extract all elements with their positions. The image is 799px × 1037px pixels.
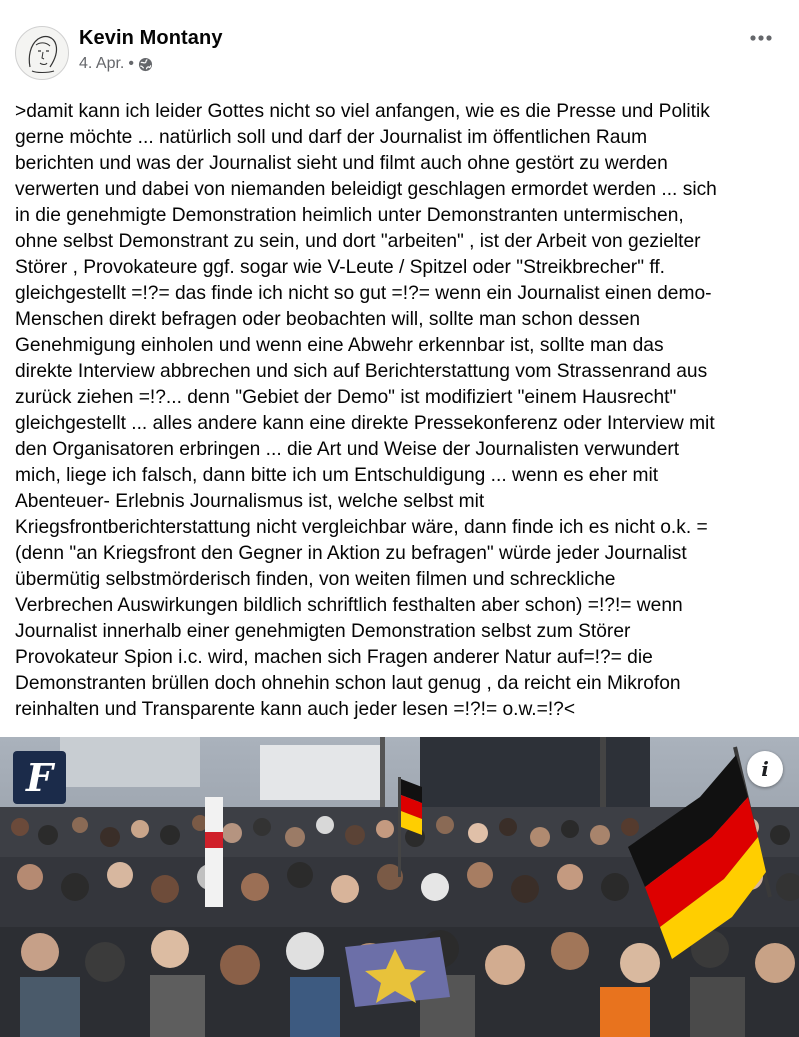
author-avatar[interactable] <box>15 26 69 80</box>
publisher-logo[interactable]: F <box>13 751 66 804</box>
crowd-photo <box>0 737 799 1037</box>
post-header <box>0 0 799 90</box>
avatar-sketch-icon <box>16 27 68 79</box>
meta-separator: • <box>128 55 134 72</box>
info-button[interactable]: i <box>747 751 783 787</box>
globe-icon <box>138 57 153 72</box>
post-meta <box>79 55 153 73</box>
more-options-icon <box>749 34 773 42</box>
author-name[interactable]: Kevin Montany <box>79 27 223 49</box>
link-preview-image[interactable] <box>0 737 799 1037</box>
post-date[interactable]: 4. Apr. <box>79 55 125 72</box>
more-options-button[interactable] <box>747 24 775 52</box>
post-text: >damit kann ich leider Gottes nicht so viel anfangen, wie es die Presse und Politik gerne möchte ... natürlich soll und darf der Journalist im öffentlichen Raum berichten und was der Journalist sieht und filmt auch ohne gestört zu werden verwerten und dabei von niemanden beleidigt geschlagen ermordet werden ... sich in die genehmigte Demonstration heimlich unter Demonstranten untermischen, ohne selbst Demonstrant zu sein, und dort "arbeiten" , ist der Arbeit von gezielter Störer , Provokateure ggf. sogar wie V-Leute / Spitzel oder "Streikbrecher" ff. gleichgestellt =!?= das finde ich nicht so gut =!?= wenn ein Journalist einen demo- Menschen direkt befragen oder beobachten will, sollte man schon dessen Genehmigung einholen und wenn eine Abwehr erkennbar ist, sollte man das direkte Interview abbrechen und sich auf Berichterstattung vom Strassenrand aus zurück ziehen =!?... denn "Gebiet der Demo" ist modifiziert "einem Hausrecht" gleichgestellt ... alles andere kann eine direkte Pressekonferenz oder Interview mit den Organisatoren erbringen ... die Art und Weise der Journalisten verwundert mich, liege ich falsch, dann bitte ich um Entschuldigung ... wenn es eher mit Abenteuer- Erlebnis Journalismus ist, welche selbst mit Kriegsfrontberichterstattung nicht vergleichbar wäre, dann finde ich es nicht o.k. = (denn "an Kriegsfront den Gegner in Aktion zu befragen" würde jeder Journalist übermütig selbstmörderisch finden, von weiten filmen und schreckliche Verbrechen Auswirkungen bildlich schriftlich festhalten aber schon) =!?!= wenn Journalist innerhalb einer genehmigten Demonstration selbst zum Störer Provokateur Spion i.c. wird, machen sich Fragen anderer Natur auf=!?= die Demonstranten brüllen doch ohnehin schon laut genug , da reicht ein Mikrofon reinhalten und Transparente kann auch jeder lesen =!?!= o.w.=!?< <box>15 101 717 720</box>
